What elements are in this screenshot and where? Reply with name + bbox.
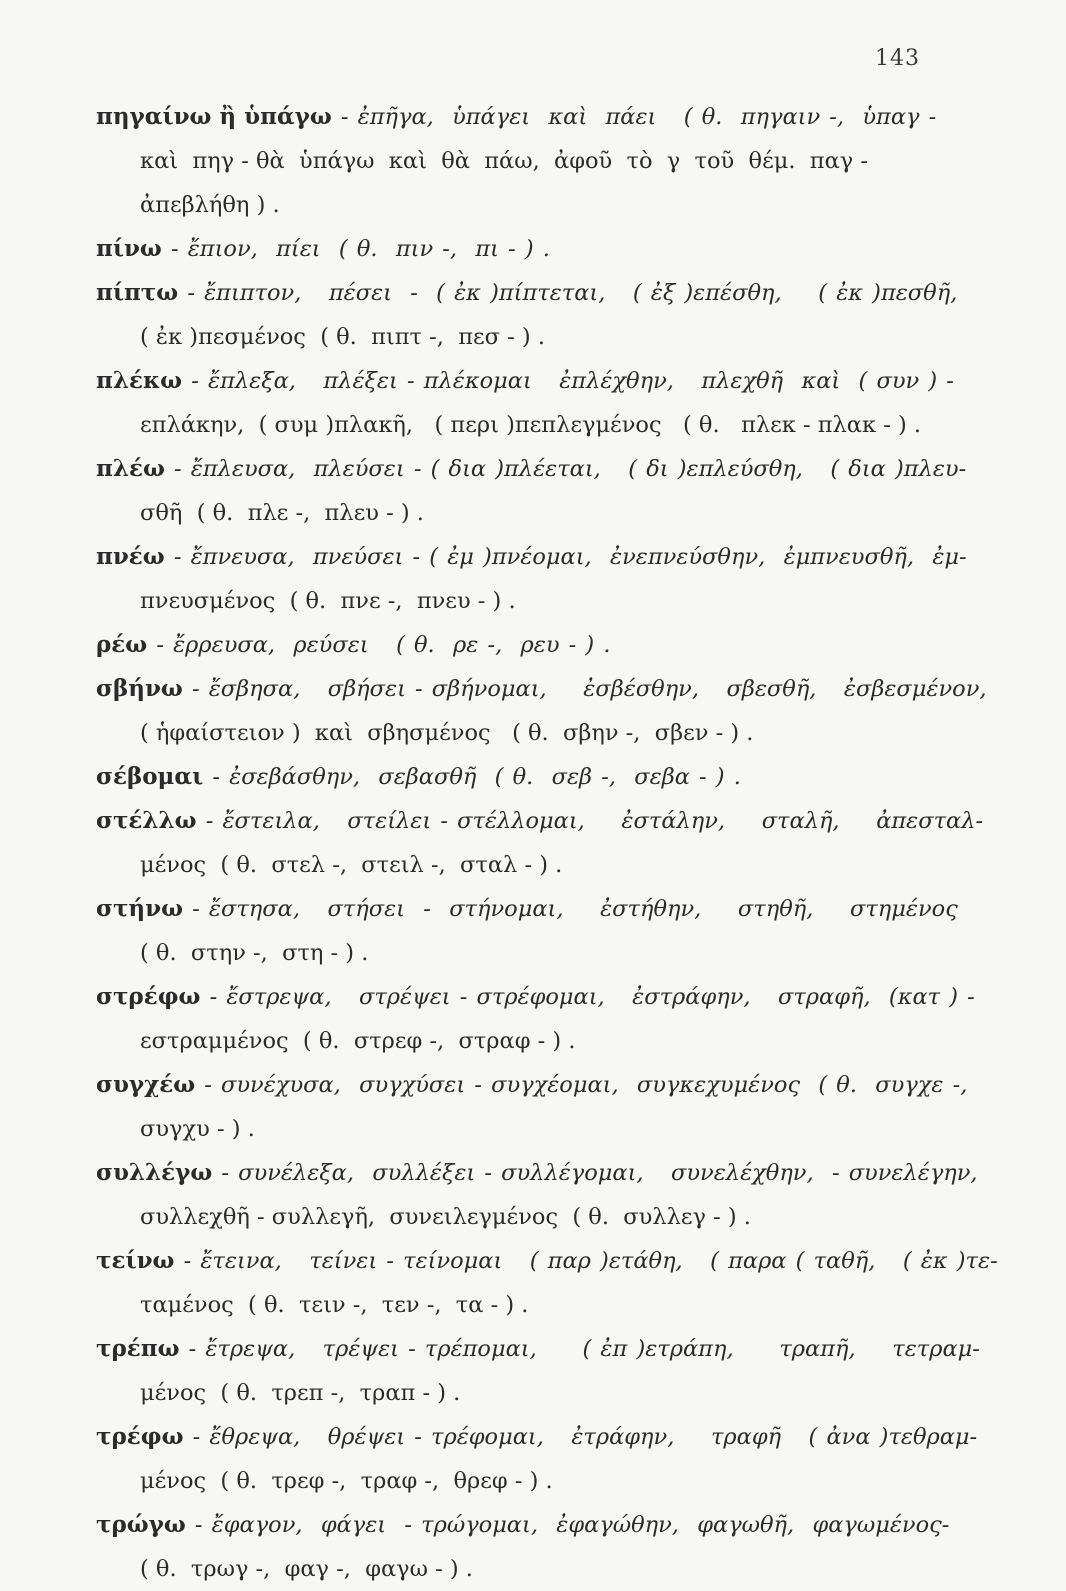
entry-continuation: σθῆ ( θ. πλε -, πλευ - ) . <box>140 500 424 526</box>
verb-entry <box>96 887 958 975</box>
entry-headword: πηγαίνω ἢ ὑπάγω <box>96 103 332 130</box>
entry-headword: πίνω <box>96 235 162 262</box>
entry-headword: σέβομαι <box>96 763 204 790</box>
verb-entry <box>96 227 946 271</box>
entry-forms: - ἔρρευσα, ρεύσει ( θ. ρε -, ρευ - ) . <box>147 632 611 658</box>
entry-continuation: μένος ( θ. τρεπ -, τραπ - ) . <box>140 1380 461 1406</box>
entry-forms: - ἔπλεξα, πλέξει - πλέκομαι ἐπλέχθην, πλεχθῆ καὶ ( συν ) - <box>182 368 954 394</box>
entry-forms: - ἔστρεψα, στρέψει - στρέφομαι, ἐστράφην, στραφῆ, (κατ ) - <box>200 984 975 1010</box>
entry-headword: στρέφω <box>96 983 201 1010</box>
entry-headword: τείνω <box>96 1247 175 1274</box>
verb-entry <box>96 667 987 755</box>
verb-entry <box>96 535 967 623</box>
entry-continuation: ταμένος ( θ. τειν -, τεν -, τα - ) . <box>140 1292 529 1318</box>
entry-headword: ρέω <box>96 631 148 658</box>
verb-entry-list <box>96 95 998 1591</box>
verb-entry <box>96 623 946 667</box>
entry-headword: πνέω <box>96 543 165 570</box>
entry-headword: συλλέγω <box>96 1159 213 1186</box>
entry-continuation: μένος ( θ. στελ -, στειλ -, σταλ - ) . <box>140 852 563 878</box>
entry-headword: τρώγω <box>96 1511 186 1538</box>
entry-forms: - ἐπῆγα, ὑπάγει καὶ πάει ( θ. πηγαιν -, ὑπαγ - <box>331 104 937 130</box>
entry-forms: - ἔθρεψα, θρέψει - τρέφομαι, ἐτράφην, τραφῆ ( ἀνα )τεθραμ- <box>183 1424 978 1450</box>
verb-entry <box>96 1415 978 1503</box>
entry-headword: πίπτω <box>96 279 179 306</box>
entry-continuation: εστραμμένος ( θ. στρεφ -, στραφ - ) . <box>140 1028 576 1054</box>
verb-entry <box>96 1503 950 1591</box>
verb-entry <box>96 975 975 1063</box>
entry-headword: στήνω <box>96 895 184 922</box>
entry-forms: - ἔτεινα, τείνει - τείνομαι ( παρ )ετάθη, ( παρα ( ταθῆ, ( ἐκ )τε- <box>174 1248 998 1274</box>
verb-entry <box>96 755 946 799</box>
entry-continuation: ( θ. τρωγ -, φαγ -, φαγω - ) . <box>140 1556 473 1582</box>
entry-forms: - ἔπνευσα, πνεύσει - ( ἐμ )πνέομαι, ἐνεπνεύσθην, ἐμπνευσθῆ, ἐμ- <box>164 544 967 570</box>
verb-entry <box>96 271 958 359</box>
entry-forms: - ἔστειλα, στείλει - στέλλομαι, ἐστάλην, σταλῆ, ἀπεσταλ- <box>196 808 984 834</box>
entry-forms: - ἔπιπτον, πέσει - ( ἐκ )πίπτεται, ( ἐξ )επέσθη, ( ἐκ )πεσθῆ, <box>178 280 958 306</box>
entry-continuation: πνευσμένος ( θ. πνε -, πνευ - ) . <box>140 588 516 614</box>
entry-continuation: ( θ. στην -, στη - ) . <box>140 940 369 966</box>
verb-entry <box>96 799 984 887</box>
entry-headword: συγχέω <box>96 1071 196 1098</box>
entry-headword: πλέω <box>96 455 165 482</box>
entry-continuation: συλλεχθῆ - συλλεγῆ, συνειλεγμένος ( θ. συλλεγ - ) . <box>140 1204 751 1230</box>
entry-headword: σβήνω <box>96 675 183 702</box>
entry-forms: - ἔτρεψα, τρέψει - τρέπομαι, ( ἐπ )ετράπη, τραπῆ, τετραμ- <box>179 1336 980 1362</box>
entry-continuation: ( ἐκ )πεσμένος ( θ. πιπτ -, πεσ - ) . <box>140 324 545 350</box>
entry-headword: στέλλω <box>96 807 197 834</box>
entry-continuation: ἀπεβλήθη ) . <box>140 192 280 218</box>
entry-forms: - ἔπιον, πίει ( θ. πιν -, πι - ) . <box>161 236 550 262</box>
entry-forms: - συνέχυσα, συγχύσει - συγχέομαι, συγκεχυμένος ( θ. συγχε -, <box>195 1072 968 1098</box>
entry-headword: πλέκω <box>96 367 183 394</box>
page-number: 143 <box>875 46 920 71</box>
entry-forms: - συνέλεξα, συλλέξει - συλλέγομαι, συνελέχθην, - συνελέγην, <box>212 1160 978 1186</box>
verb-entry <box>96 359 954 447</box>
verb-entry <box>96 1063 968 1151</box>
verb-entry <box>96 447 967 535</box>
verb-entry <box>96 1239 998 1327</box>
verb-entry <box>96 1151 978 1239</box>
entry-forms: - ἐσεβάσθην, σεβασθῆ ( θ. σεβ -, σεβα - ) . <box>203 764 741 790</box>
entry-forms: - ἔσβησα, σβήσει - σβήνομαι, ἐσβέσθην, σβεσθῆ, ἐσβεσμένον, <box>182 676 987 702</box>
entry-headword: τρέφω <box>96 1423 184 1450</box>
verb-entry <box>96 95 946 227</box>
entry-continuation: καὶ πηγ - θὰ ὑπάγω καὶ θὰ πάω, ἀφοῦ τὸ γ τοῦ θέμ. παγ - <box>140 148 868 174</box>
entry-forms: - ἔφαγον, φάγει - τρώγομαι, ἐφαγώθην, φαγωθῆ, φαγωμένος- <box>185 1512 950 1538</box>
entry-continuation: ( ἡφαίστειον ) καὶ σβησμένος ( θ. σβην -, σβεν - ) . <box>140 720 754 746</box>
entry-forms: - ἔστησα, στήσει - στήνομαι, ἐστήθην, στηθῆ, στημένος <box>183 896 958 922</box>
entry-continuation: συγχυ - ) . <box>140 1116 255 1142</box>
entry-headword: τρέπω <box>96 1335 180 1362</box>
entry-forms: - ἔπλευσα, πλεύσει - ( δια )πλέεται, ( δι )επλεύσθη, ( δια )πλευ- <box>164 456 967 482</box>
verb-entry <box>96 1327 980 1415</box>
entry-continuation: επλάκην, ( συμ )πλακῆ, ( περι )πεπλεγμένος ( θ. πλεκ - πλακ - ) . <box>140 412 922 438</box>
entry-continuation: μένος ( θ. τρεφ -, τραφ -, θρεφ - ) . <box>140 1468 553 1494</box>
